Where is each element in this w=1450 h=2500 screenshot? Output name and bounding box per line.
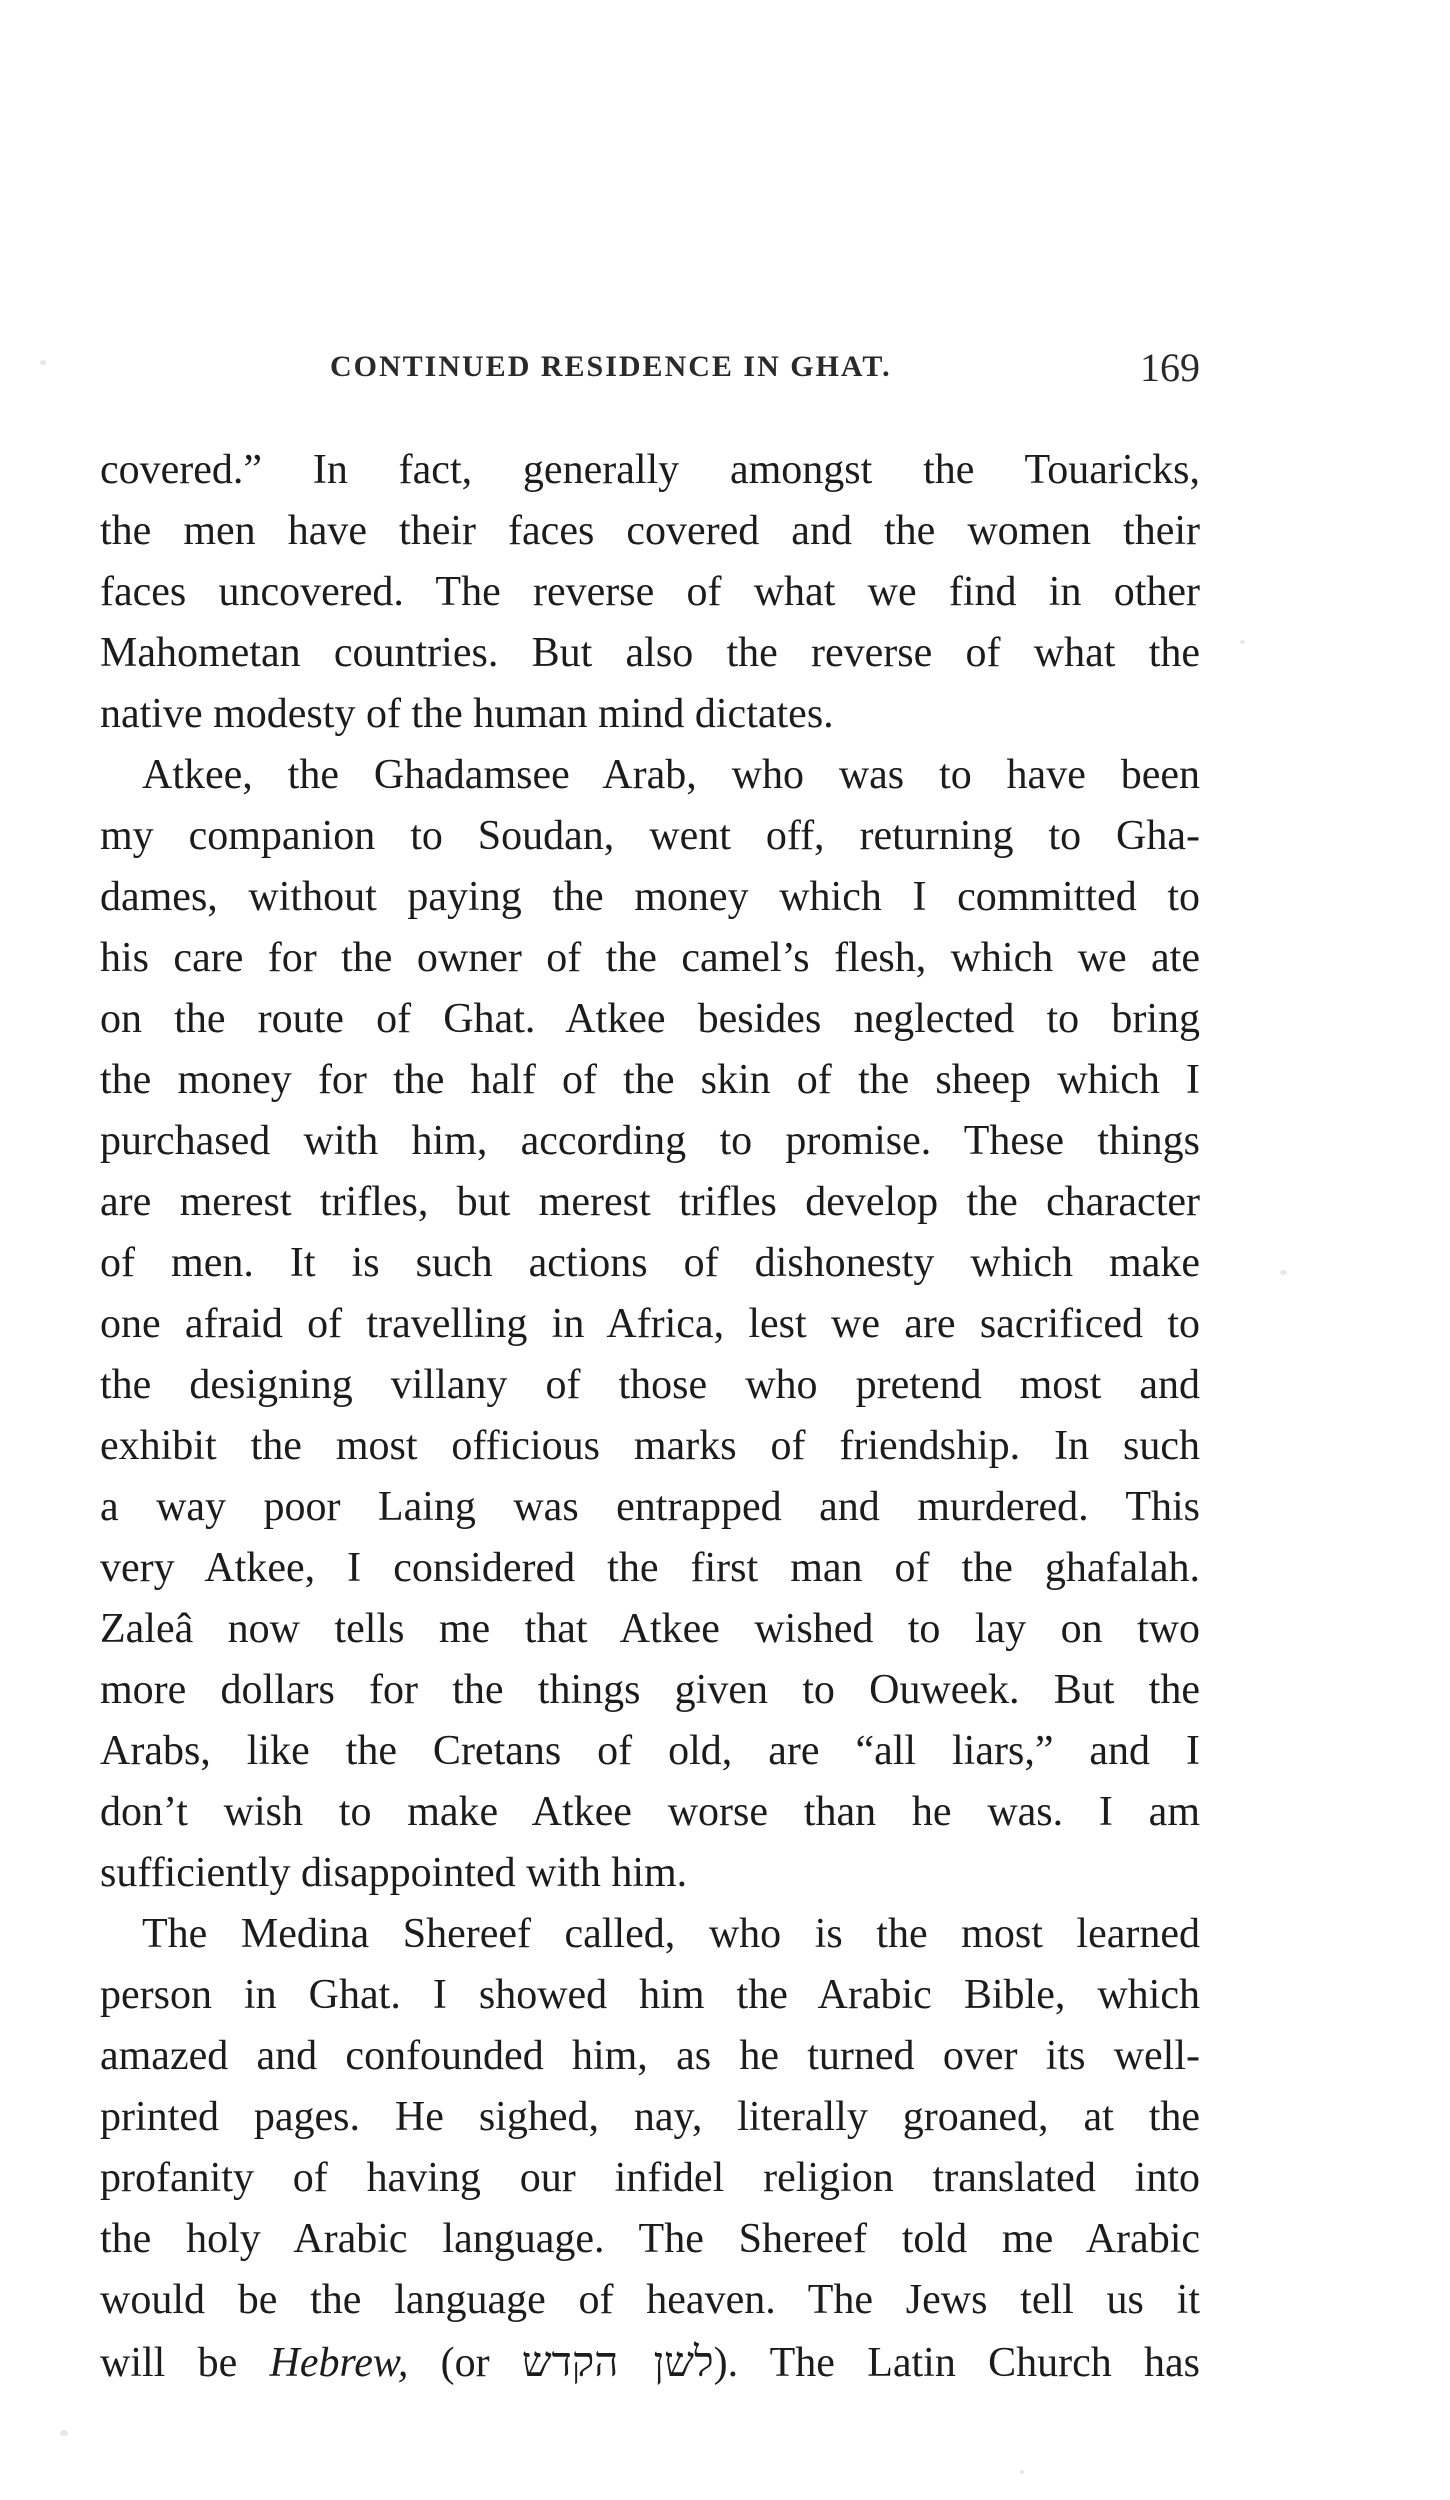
paper-speck [60,2430,68,2436]
text-line: Arabs, like the Cretans of old, are “all liars,” and I [100,1728,1200,1774]
text-line: covered.” In fact, generally amongst the Touaricks, [100,447,1200,493]
text-line: would be the language of heaven. The Jews tell us it [100,2277,1200,2323]
paper-speck [40,360,46,365]
text-line: Zaleâ now tells me that Atkee wished to lay on two [100,1606,1200,1652]
page-number: 169 [1140,345,1200,390]
text-line: his care for the owner of the camel’s flesh, which we ate [100,935,1200,981]
text-line: amazed and confounded him, as he turned over its well- [100,2033,1200,2079]
text-line: one afraid of travelling in Africa, lest we are sacrificed to [100,1301,1200,1347]
running-title: CONTINUED RESIDENCE IN GHAT. [330,350,892,383]
text-line: are merest trifles, but merest trifles develop the character [100,1179,1200,1225]
text-line: the money for the half of the skin of the sheep which I [100,1057,1200,1103]
paper-speck [1280,1270,1287,1275]
text-line-last [100,2331,1200,2392]
running-head [100,345,1200,400]
paper-speck [1240,640,1245,644]
text-line: native modesty of the human mind dictates. [100,691,834,737]
text-fragment: ). The Latin Church has [713,2340,1200,2386]
text-fragment: (or [408,2340,522,2386]
text-line: don’t wish to make Atkee worse than he was. I am [100,1789,1200,1835]
text-line: Mahometan countries. But also the reverse of what the [100,630,1200,676]
text-line: more dollars for the things given to Ouweek. But the [100,1667,1200,1713]
text-line: a way poor Laing was entrapped and murdered. This [100,1484,1200,1530]
text-line: purchased with him, according to promise. These things [100,1118,1200,1164]
text-line: dames, without paying the money which I committed to [100,874,1200,920]
italic-word: Hebrew, [269,2340,409,2386]
text-line: the holy Arabic language. The Shereef told me Arabic [100,2216,1200,2262]
text-line: printed pages. He sighed, nay, literally groaned, at the [100,2094,1200,2140]
text-fragment: will be [100,2340,270,2386]
body-text [100,440,1200,2392]
text-line: sufficiently disappointed with him. [100,1850,688,1896]
text-line: exhibit the most officious marks of friendship. In such [100,1423,1200,1469]
text-line: The Medina Shereef called, who is the most learned [142,1911,1200,1957]
text-line: very Atkee, I considered the first man of the ghafalah. [100,1545,1200,1591]
text-line: person in Ghat. I showed him the Arabic Bible, which [100,1972,1200,2018]
text-line: faces uncovered. The reverse of what we find in other [100,569,1200,615]
text-line: my companion to Soudan, went off, returning to Gha- [100,813,1200,859]
text-line: on the route of Ghat. Atkee besides neglected to bring [100,996,1200,1042]
hebrew-phrase: לשן הקדש [521,2337,714,2386]
text-line: the men have their faces covered and the women their [100,508,1200,554]
text-line: the designing villany of those who pretend most and [100,1362,1200,1408]
text-line: of men. It is such actions of dishonesty which make [100,1240,1200,1286]
text-line: Atkee, the Ghadamsee Arab, who was to have been [142,752,1200,798]
paper-speck [1020,2470,1024,2474]
text-line: profanity of having our infidel religion translated into [100,2155,1200,2201]
